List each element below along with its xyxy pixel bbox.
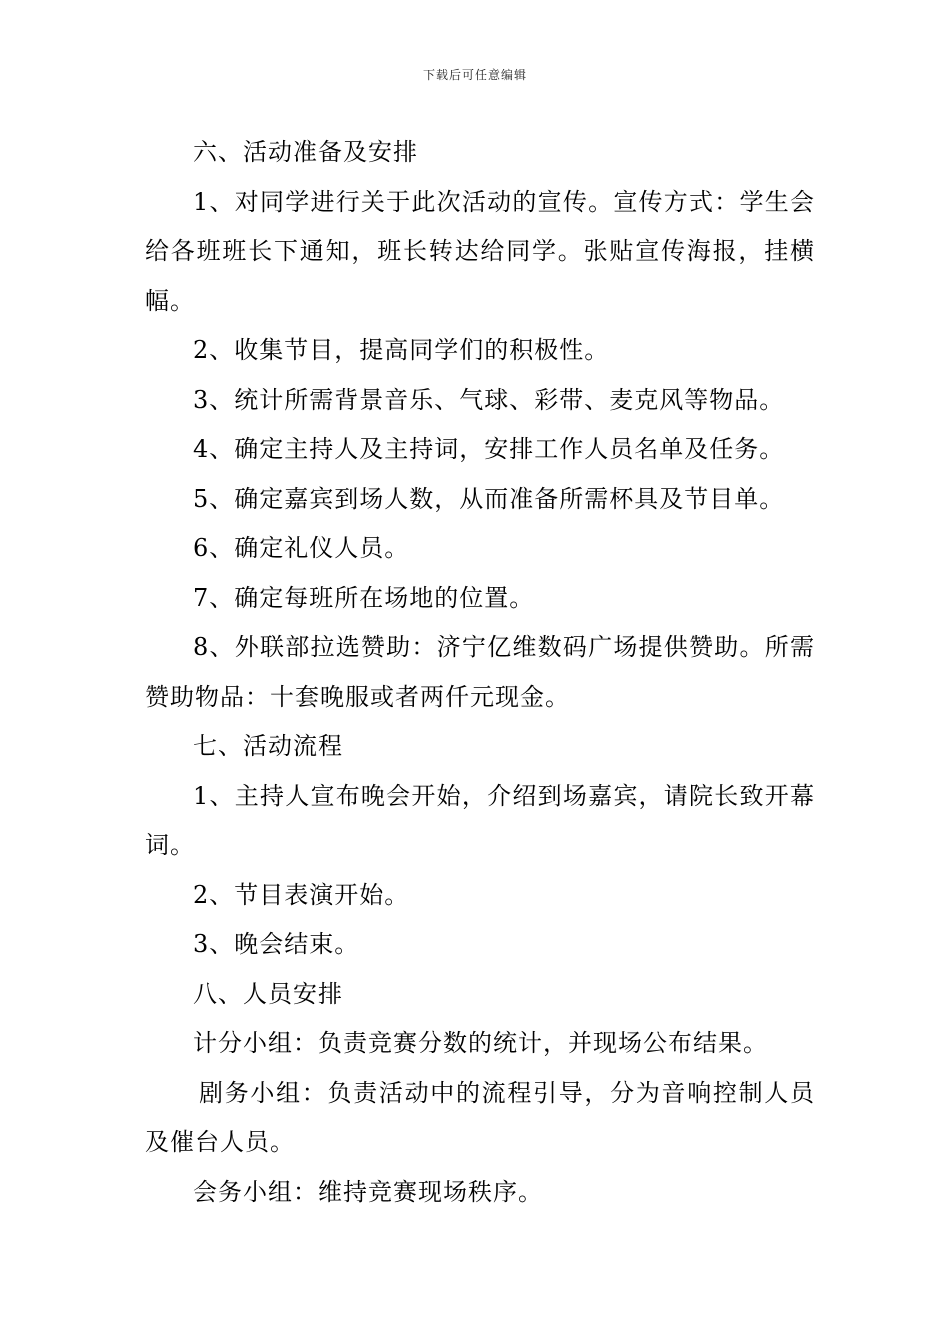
staff-group-affairs: 会务小组：维持竞赛现场秩序。: [193, 1177, 543, 1206]
section-heading-staffing: 八、人员安排: [193, 979, 343, 1008]
list-item: 6、确定礼仪人员。: [193, 534, 410, 562]
list-item: 2、节目表演开始。: [193, 880, 410, 909]
list-item: 1、对同学进行关于此次活动的宣传。宣传方式：学生会给各班班长下通知，班长转达给同学。张贴宣传海报，挂横幅。: [145, 187, 815, 315]
list-item: 8、外联部拉选赞助：济宁亿维数码广场提供赞助。所需赞助物品：十套晚服或者两仟元现金。: [145, 633, 815, 711]
section-heading-process: 七、活动流程: [193, 732, 343, 760]
list-item: 5、确定嘉宾到场人数，从而准备所需杯具及节目单。: [193, 484, 785, 513]
list-item: 1、主持人宣布晚会开始，介绍到场嘉宾，请院长致开幕词。: [145, 781, 815, 859]
list-item: 4、确定主持人及主持词，安排工作人员名单及任务。: [193, 435, 785, 463]
list-item: 3、统计所需背景音乐、气球、彩带、麦克风等物品。: [193, 385, 785, 414]
header-note: 下载后可任意编辑: [422, 68, 527, 82]
list-item: 2、收集节目，提高同学们的积极性。: [193, 336, 610, 364]
staff-group-scoring: 计分小组：负责竞赛分数的统计，并现场公布结果。: [193, 1029, 768, 1057]
list-item: 3、晚会结束。: [193, 930, 360, 958]
document-body: [145, 128, 815, 1217]
section-heading-preparation: 六、活动准备及安排: [193, 138, 418, 166]
staff-group-stage: 剧务小组：负责活动中的流程引导，分为音响控制人员及催台人员。: [145, 1078, 815, 1156]
list-item: 7、确定每班所在场地的位置。: [193, 583, 535, 612]
